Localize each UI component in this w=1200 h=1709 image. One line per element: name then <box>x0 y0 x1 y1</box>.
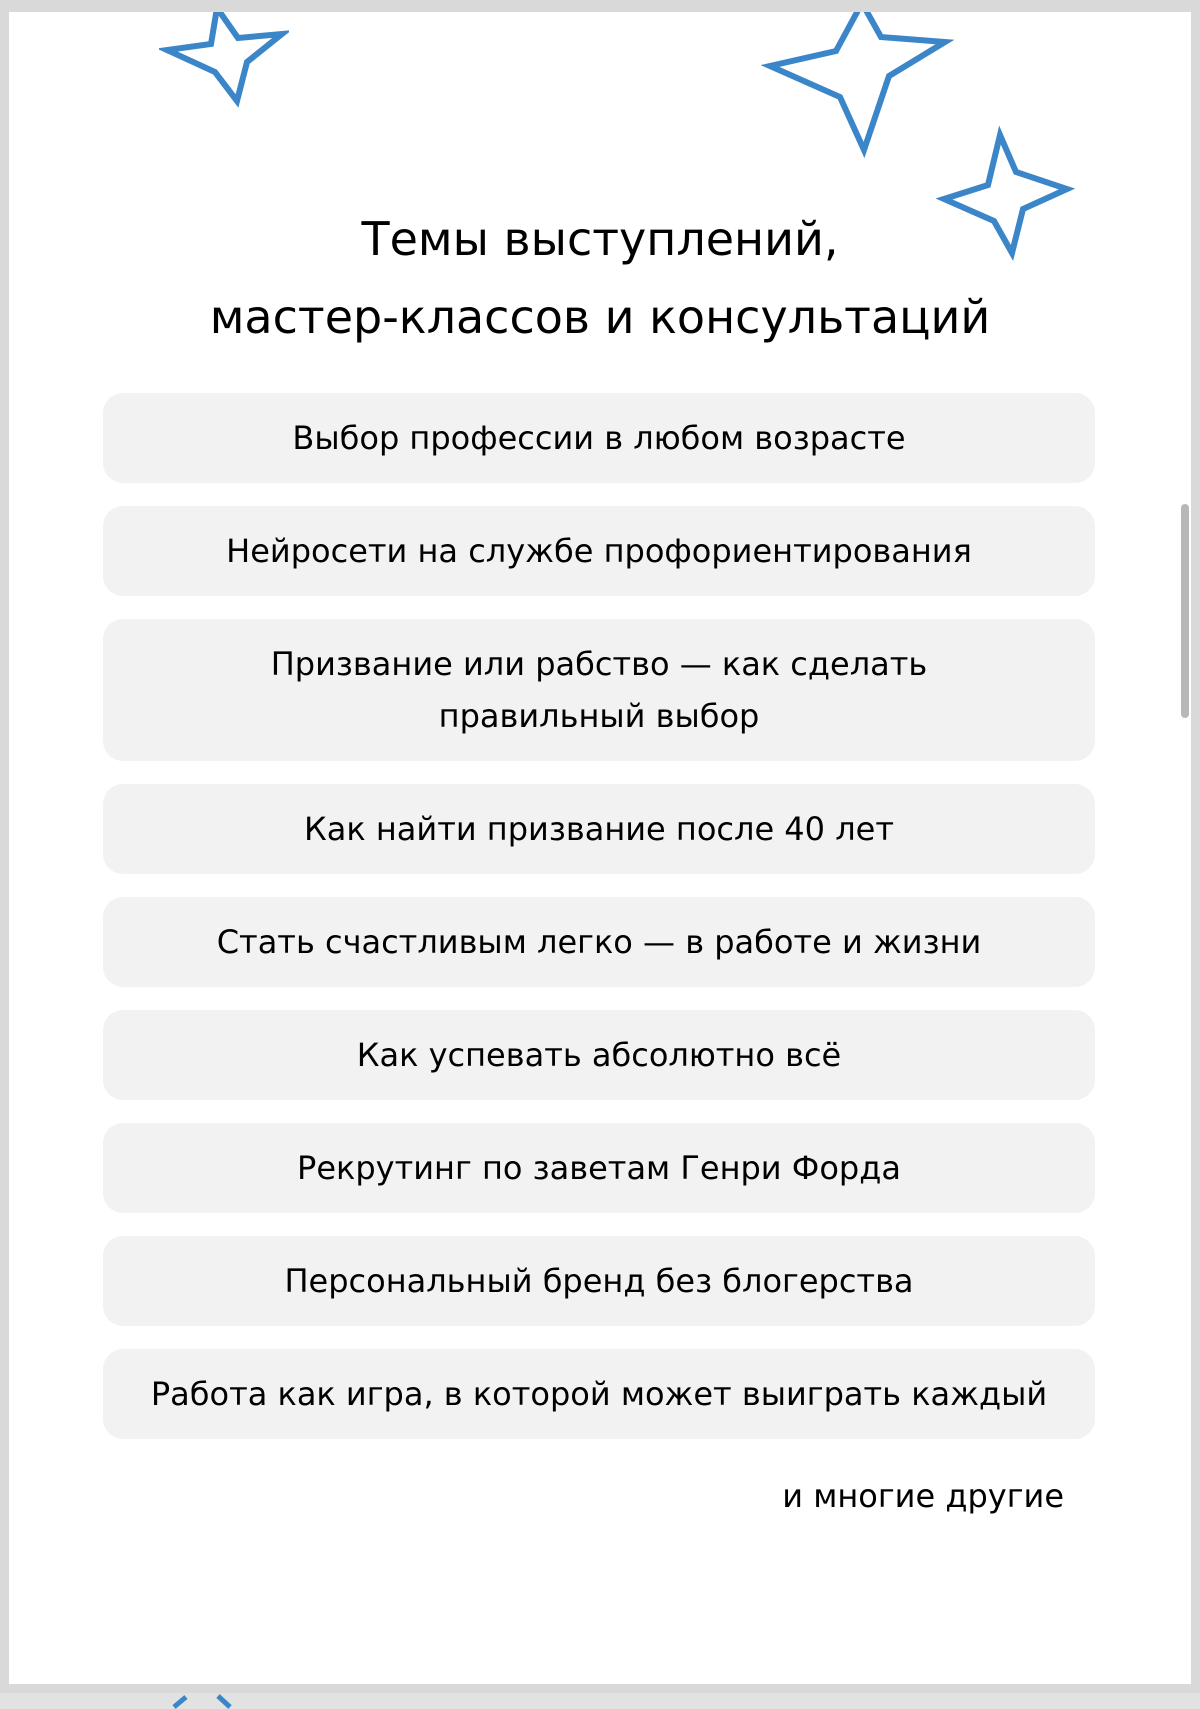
topic-card <box>103 393 1095 483</box>
topic-card <box>103 1236 1095 1326</box>
topic-card <box>103 897 1095 987</box>
topic-label <box>271 638 928 742</box>
topic-label: Стать счастливым легко — в работе и жизни <box>216 923 982 961</box>
page-title <box>9 200 1191 356</box>
topic-label: Выбор профессии в любом возрасте <box>292 419 906 457</box>
topic-card <box>103 1349 1095 1439</box>
scrollbar-thumb[interactable] <box>1181 504 1189 718</box>
topic-label: Как успевать абсолютно всё <box>356 1036 842 1074</box>
star-icon <box>159 12 289 127</box>
star-icon <box>168 1693 258 1709</box>
next-page-peek <box>0 1693 1200 1709</box>
topic-label: Нейросети на службе профориентирования <box>226 532 972 570</box>
topic-label: Работа как игра, в которой может выиграть каждый <box>150 1375 1048 1413</box>
topic-label: Персональный бренд без блогерства <box>284 1262 914 1300</box>
topic-label: Как найти призвание после 40 лет <box>304 810 894 848</box>
page-title-line-2: мастер-классов и консультаций <box>209 290 991 344</box>
topic-label: Рекрутинг по заветам Генри Форда <box>297 1149 901 1187</box>
topic-card <box>103 784 1095 874</box>
topic-card <box>103 1010 1095 1100</box>
topic-label-line-2: правильный выбор <box>438 697 760 735</box>
more-topics-note: и многие другие <box>782 1477 1064 1515</box>
topic-card <box>103 506 1095 596</box>
topic-card <box>103 619 1095 761</box>
topic-card <box>103 1123 1095 1213</box>
topic-label-line-1: Призвание или рабство — как сделать <box>270 645 928 683</box>
page-title-line-1: Темы выступлений, <box>361 212 839 266</box>
document-page <box>9 12 1191 1684</box>
